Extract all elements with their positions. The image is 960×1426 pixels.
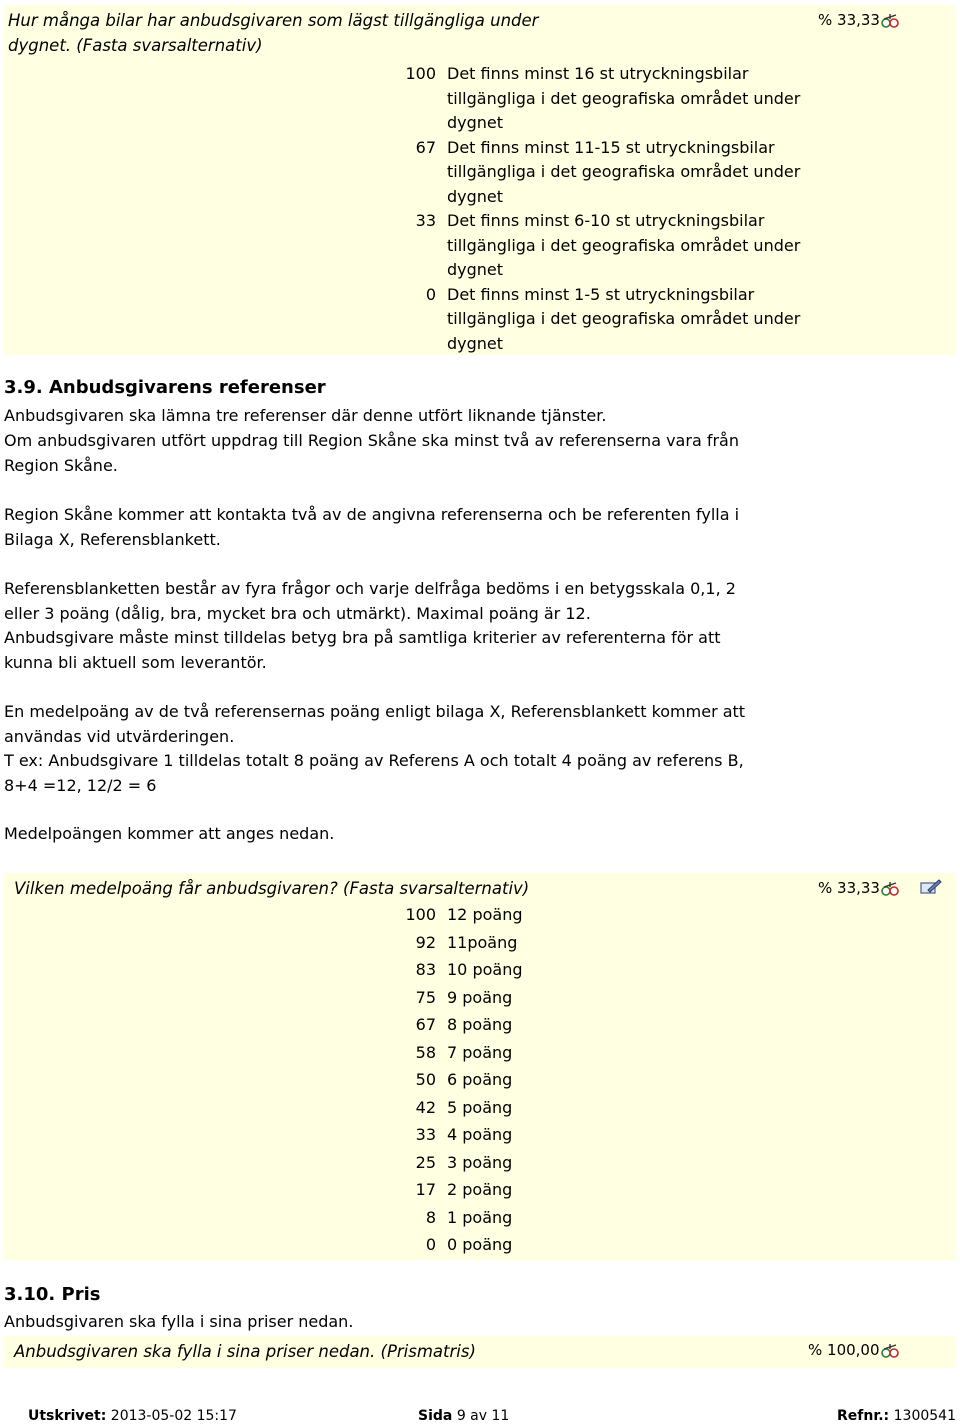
paragraph (4, 577, 804, 675)
option-text: 9 poäng (447, 987, 513, 1007)
option-score: 100 (405, 64, 436, 83)
option-text-line: tillgängliga i det geografiska området under (447, 162, 801, 181)
paragraph-line: Bilaga X, Referensblankett. (4, 529, 221, 549)
paragraph-line: En medelpoäng av de två referensernas poäng enligt bilaga X, Referensblankett kommer att (4, 702, 746, 721)
paragraph-line: Anbudsgivare måste minst tilldelas betyg bra på samtliga kriterier av referenterna för att (4, 628, 721, 647)
option-text-line: Det finns minst 11-15 st utryckningsbilar (447, 137, 775, 157)
option-score: 42 (415, 1097, 436, 1117)
option-score: 58 (415, 1042, 436, 1062)
option-score: 0 (425, 1235, 436, 1254)
option-text-line: dygnet (447, 333, 504, 353)
question-box-prices (4, 1336, 956, 1368)
option-text (447, 136, 867, 210)
option-text: 0 poäng (447, 1235, 513, 1254)
option-text-line: Det finns minst 6-10 st utryckningsbilar (447, 211, 765, 230)
edit-answer-icon[interactable] (920, 878, 942, 900)
scale-icon (881, 880, 899, 901)
paragraph (4, 700, 804, 798)
paragraph-line: eller 3 poäng (dålig, bra, mycket bra och utmärkt). Maximal poäng är 12. (4, 603, 591, 623)
option-score: 92 (415, 932, 436, 952)
question-title-line: dygnet. (Fasta svarsalternativ) (8, 36, 263, 55)
option-text-line: tillgängliga i det geografiska området under (447, 235, 801, 255)
option-text: 3 poäng (447, 1152, 513, 1172)
option-score: 50 (415, 1070, 436, 1089)
question-box-vehicles (4, 5, 956, 355)
weight-percent (818, 10, 899, 33)
paragraph-line: Region Skåne. (4, 455, 118, 475)
option-score: 33 (415, 1125, 436, 1144)
option-text: 4 poäng (447, 1125, 513, 1144)
paragraph (4, 429, 804, 478)
option-text-line: dygnet (447, 260, 504, 279)
option-text: 10 poäng (447, 960, 523, 979)
option-text-line: tillgängliga i det geografiska området under (447, 309, 801, 328)
footer-printed (28, 1406, 237, 1426)
question-box-average-score (4, 873, 956, 1260)
paragraph-line: Region Skåne kommer att kontakta två av de angivna referenserna och be referenten fylla i (4, 505, 740, 524)
scale-icon (881, 1342, 899, 1363)
option-text (447, 62, 867, 136)
question-title: Anbudsgivaren ska fylla i sina priser nedan. (Prismatris) (14, 1342, 476, 1361)
paragraph-line: 8+4 =12, 12/2 = 6 (4, 775, 157, 795)
option-score: 8 (425, 1207, 436, 1227)
weight-percent (818, 878, 899, 901)
paragraph-line: användas vid utvärderingen. (4, 726, 235, 746)
ref-value: 1300541 (893, 1408, 956, 1424)
option-score: 25 (415, 1152, 436, 1172)
page-value: 9 av 11 (456, 1408, 510, 1424)
option-text: 5 poäng (447, 1097, 513, 1117)
option-score: 100 (405, 905, 436, 924)
option-score: 0 (425, 284, 436, 304)
weight-percent-value: % 33,33 (818, 879, 880, 897)
option-score: 83 (415, 960, 436, 979)
footer-ref (837, 1406, 956, 1426)
option-text: 6 poäng (447, 1070, 513, 1089)
option-text: 8 poäng (447, 1015, 513, 1034)
ref-label: Refnr.: (837, 1408, 890, 1424)
option-text-line: Det finns minst 1-5 st utryckningsbilar (447, 284, 755, 304)
option-text: 12 poäng (447, 905, 523, 924)
option-score: 67 (415, 137, 436, 157)
weight-percent (808, 1340, 899, 1363)
option-text-line: tillgängliga i det geografiska området under (447, 88, 801, 108)
paragraph: Anbudsgivaren ska lämna tre referenser där denne utfört liknande tjänster. (4, 406, 607, 425)
question-title: Vilken medelpoäng får anbudsgivaren? (Fasta svarsalternativ) (14, 879, 530, 898)
option-text-line: dygnet (447, 186, 504, 206)
section-heading: 3.10. Pris (4, 1284, 101, 1305)
weight-percent-value: % 33,33 (818, 11, 880, 29)
option-score: 17 (415, 1180, 436, 1199)
page-label: Sida (418, 1408, 453, 1424)
footer-page (418, 1406, 509, 1426)
paragraph-line: Om anbudsgivaren utfört uppdrag till Region Skåne ska minst två av referenserna vara från (4, 431, 739, 450)
option-score: 33 (415, 211, 436, 230)
paragraph: Medelpoängen kommer att anges nedan. (4, 824, 335, 843)
section-heading: 3.9. Anbudsgivarens referenser (4, 377, 326, 398)
paragraph-line: kunna bli aktuell som leverantör. (4, 652, 267, 672)
question-title-line: Hur många bilar har anbudsgivaren som lägst tillgängliga under (8, 11, 539, 30)
option-text: 7 poäng (447, 1042, 513, 1062)
printed-label: Utskrivet: (28, 1408, 107, 1424)
weight-percent-value: % 100,00 (808, 1341, 880, 1359)
question-title (8, 8, 538, 58)
option-text (447, 209, 867, 283)
option-text-line: dygnet (447, 113, 504, 132)
printed-value: 2013-05-02 15:17 (110, 1408, 237, 1424)
paragraph (4, 503, 804, 552)
option-text-line: Det finns minst 16 st utryckningsbilar (447, 64, 749, 83)
option-text: 1 poäng (447, 1207, 513, 1227)
option-score: 67 (415, 1015, 436, 1034)
paragraph-line: Referensblanketten består av fyra frågor och varje delfråga bedöms i en betygsskala 0,1, 2 (4, 579, 736, 598)
scale-icon (881, 12, 899, 33)
paragraph: Anbudsgivaren ska fylla i sina priser nedan. (4, 1312, 354, 1331)
option-text (447, 283, 867, 357)
option-score: 75 (415, 987, 436, 1007)
paragraph-line: T ex: Anbudsgivare 1 tilldelas totalt 8 poäng av Referens A och totalt 4 poäng av referens B, (4, 751, 744, 770)
option-text: 2 poäng (447, 1180, 513, 1199)
option-text: 11poäng (447, 932, 518, 952)
